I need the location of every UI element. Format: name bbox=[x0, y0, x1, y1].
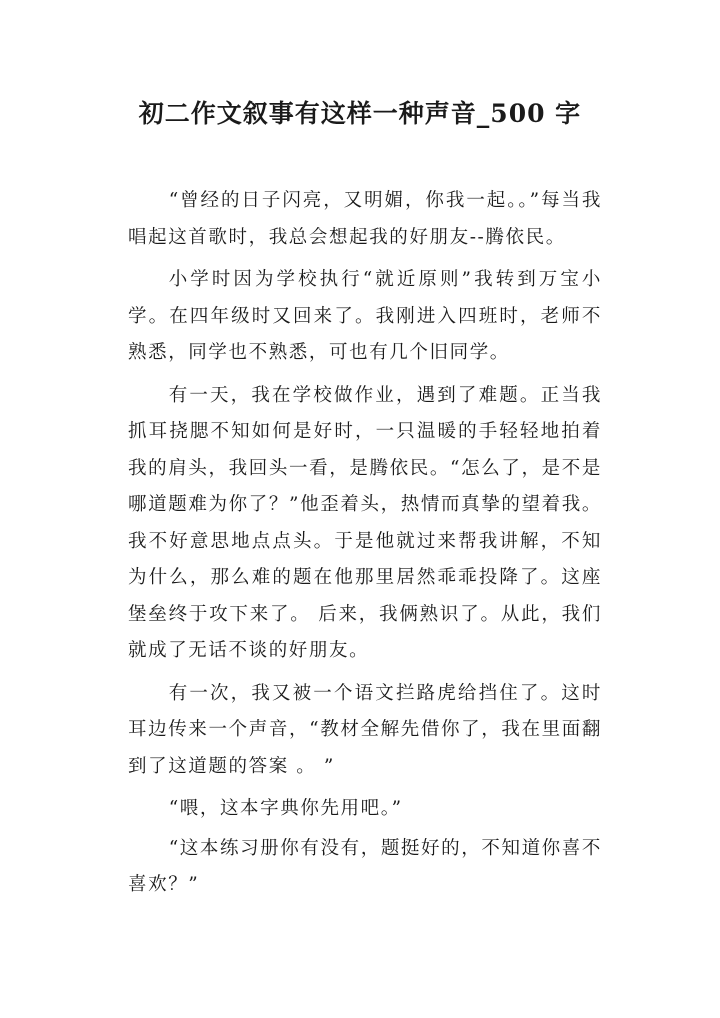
paragraph-2: 小学时因为学校执行“就近原则”我转到万宝小学。在四年级时又回来了。我刚进入四班时，老师不熟悉，同学也不熟悉，可也有几个旧同学。 bbox=[128, 269, 602, 363]
paragraph-4: 有一次，我又被一个语文拦路虎给挡住了。这时耳边传来一个声音，“教材全解先借你了，我在里面翻到了这道题的答案 。 ” bbox=[128, 682, 602, 777]
document-title: 初二作文叙事有这样一种声音_500 字 bbox=[138, 99, 582, 128]
paragraph-3: 有一天，我在学校做作业，遇到了难题。正当我抓耳挠腮不知如何是好时，一只温暖的手轻轻地拍着我的肩头，我回头一看，是腾依民。“怎么了，是不是哪道题难为你了？”他歪着头，热情而真挚的望着我。我不好意思地点点头。于是他就过来帮我讲解，不知为什么，那么难的题在他那里居然乖乖投降了。这座堡垒终于攻下来了。 后来，我俩熟识了。从此，我们就成了无话不谈的好朋友。 bbox=[128, 384, 602, 661]
paragraph-1: “曾经的日子闪亮，又明媚，你我一起。。”每当我唱起这首歌时，我总会想起我的好朋友--腾依民。 bbox=[128, 190, 602, 248]
document-body bbox=[128, 183, 602, 910]
paragraph-6: “这本练习册你有没有，题挺好的，不知道你喜不喜欢？” bbox=[128, 837, 602, 895]
paragraph-5: “喂，这本字典你先用吧。” bbox=[168, 798, 403, 819]
